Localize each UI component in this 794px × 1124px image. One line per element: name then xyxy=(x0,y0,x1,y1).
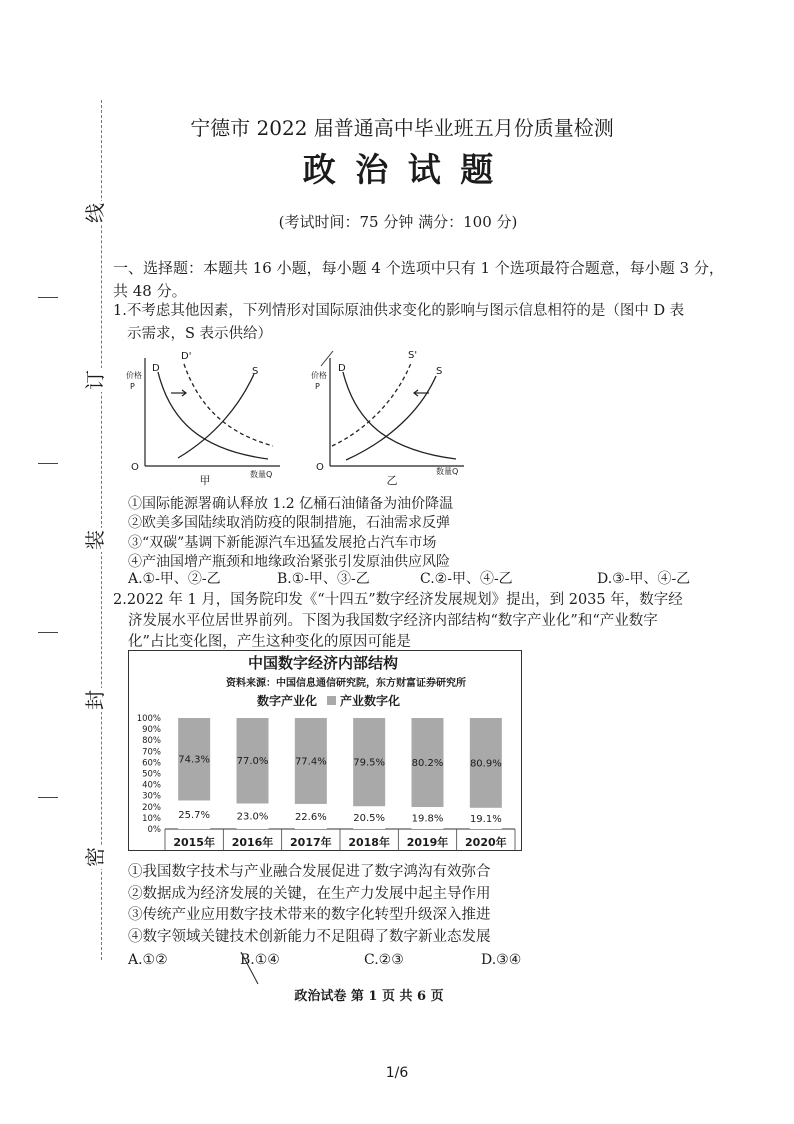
y-tick-label: 60% xyxy=(142,758,161,769)
bar-data-label: 19.1% xyxy=(469,813,502,825)
curve-label-s: S xyxy=(436,366,443,377)
y-axis-symbol: P xyxy=(315,382,320,391)
bar-data-label: 20.5% xyxy=(353,813,386,825)
q1-option-c: C.②-甲、④-乙 xyxy=(420,571,513,587)
graph-name: 甲 xyxy=(199,474,211,487)
y-axis-symbol: P xyxy=(130,382,135,391)
q2-option-b: B.①④ xyxy=(240,952,280,968)
handwritten-slash xyxy=(241,952,258,984)
y-tick-label: 90% xyxy=(142,725,161,736)
section-heading: 共 48 分。 xyxy=(113,282,187,300)
bar-data-label: 77.0% xyxy=(236,756,269,768)
q1-option-b: B.①-甲、③-乙 xyxy=(277,571,370,587)
x-axis-label: 数量Q xyxy=(250,470,273,479)
chart-title: 中国数字经济内部结构 xyxy=(247,654,399,672)
x-tick-label: 2015年 xyxy=(173,836,215,849)
q2-statement: ①我国数字技术与产业融合发展促进了数字鸿沟有效弥合 xyxy=(128,864,491,880)
subject-title: 政 治 试 题 xyxy=(302,150,498,189)
q2-option-d: D.③④ xyxy=(481,952,522,968)
q2-statement: ③传统产业应用数字技术带来的数字化转型升级深入推进 xyxy=(128,907,491,923)
y-axis-label: 价格 xyxy=(126,371,142,380)
legend-label: 数字产业化 xyxy=(257,694,318,708)
bar-data-label: 74.3% xyxy=(178,754,211,766)
q1-stem: 1.不考虑其他因素，下列情形对国际原油供求变化的影响与图示信息相符的是（图中 D 表 xyxy=(113,303,685,319)
bar-data-label: 80.9% xyxy=(469,758,502,770)
q1-stem: 示需求，S 表示供给） xyxy=(127,326,273,342)
x-tick-label: 2018年 xyxy=(348,836,390,849)
y-tick-label: 100% xyxy=(136,714,161,724)
q2-stem: 济发展水平位居世界前列。下图为我国数字经济内部结构“数字产业化”和“产业数字 xyxy=(128,613,658,629)
chart-source: 资料来源：中国信息通信研究院，东方财富证券研究所 xyxy=(226,678,466,689)
x-tick-label: 2017年 xyxy=(290,836,332,849)
bar-data-label: 79.5% xyxy=(353,757,386,769)
y-tick-label: 50% xyxy=(142,769,161,780)
bar-data-label: 19.8% xyxy=(411,813,444,825)
y-tick-label: 0% xyxy=(147,825,161,835)
binding-mark-line: 线 xyxy=(83,203,107,223)
q1-statement: ②欧美多国陆续取消防疫的限制措施，石油需求反弹 xyxy=(128,515,450,531)
y-tick-label: 70% xyxy=(142,747,161,758)
bar-data-label: 77.4% xyxy=(294,756,327,768)
curve-label-d: D xyxy=(152,363,160,374)
q1-statement: ③“双碳”基调下新能源汽车迅猛发展抢占汽车市场 xyxy=(128,535,437,551)
q2-option-c: C.②③ xyxy=(364,952,404,968)
exam-info: (考试时间：75 分钟 满分：100 分) xyxy=(278,213,518,231)
curve-label-s-shift: S' xyxy=(408,350,418,361)
q1-statement: ①国际能源署确认释放 1.2 亿桶石油储备为油价降温 xyxy=(128,496,454,512)
binding-mark-bind: 订 xyxy=(83,370,107,390)
q2-stem: 化”占比变化图，产生这种变化的原因可能是 xyxy=(128,634,411,650)
y-tick-label: 80% xyxy=(142,736,161,747)
bar-data-label: 80.2% xyxy=(411,758,444,770)
bar-data-label: 25.7% xyxy=(178,810,211,822)
curve-label-d: D xyxy=(338,363,346,374)
y-axis-label: 价格 xyxy=(311,371,327,380)
y-tick-label: 20% xyxy=(142,802,161,813)
page-counter: 1/6 xyxy=(385,1065,409,1081)
y-tick-label: 40% xyxy=(142,780,161,791)
q2-statement: ②数据成为经济发展的关键，在生产力发展中起主导作用 xyxy=(128,886,491,902)
origin-label: O xyxy=(131,462,139,473)
page-footer: 政治试卷 第 1 页 共 6 页 xyxy=(294,989,444,1004)
q1-option-d: D.③-甲、④-乙 xyxy=(597,571,691,587)
q2-option-a: A.①② xyxy=(128,952,168,968)
y-tick-label: 10% xyxy=(142,813,161,824)
x-tick-label: 2020年 xyxy=(465,836,507,849)
binding-mark-mount: 装 xyxy=(83,530,107,550)
bar-data-label: 23.0% xyxy=(236,811,269,823)
section-heading: 一、选择题：本题共 16 小题，每小题 4 个选项中只有 1 个选项最符合题意，每小题 3 分， xyxy=(113,259,724,277)
legend-label: 产业数字化 xyxy=(340,694,401,708)
bar-data-label: 22.6% xyxy=(294,811,327,823)
q1-statement: ④产油国增产瓶颈和地缘政治紧张引发原油供应风险 xyxy=(128,554,450,570)
curve-label-s: S xyxy=(252,366,259,377)
y-tick-label: 30% xyxy=(142,791,161,802)
exam-title: 宁德市 2022 届普通高中毕业班五月份质量检测 xyxy=(190,116,614,140)
curve-label-d-shift: D' xyxy=(181,351,192,362)
binding-mark-secret: 密 xyxy=(83,847,107,867)
x-tick-label: 2019年 xyxy=(406,836,449,849)
q2-statement: ④数字领域关键技术创新能力不足阻碍了数字新业态发展 xyxy=(128,929,491,945)
q1-option-a: A.①-甲、②-乙 xyxy=(128,571,221,587)
x-axis-label: 数量Q xyxy=(436,467,459,476)
x-tick-label: 2016年 xyxy=(231,836,274,849)
binding-mark-seal: 封 xyxy=(83,690,107,710)
origin-label: O xyxy=(316,462,324,473)
q2-stem: 2.2022 年 1 月，国务院印发《“十四五”数字经济发展规划》提出，到 2035 年，数字经 xyxy=(113,592,683,608)
graph-name: 乙 xyxy=(386,474,398,487)
